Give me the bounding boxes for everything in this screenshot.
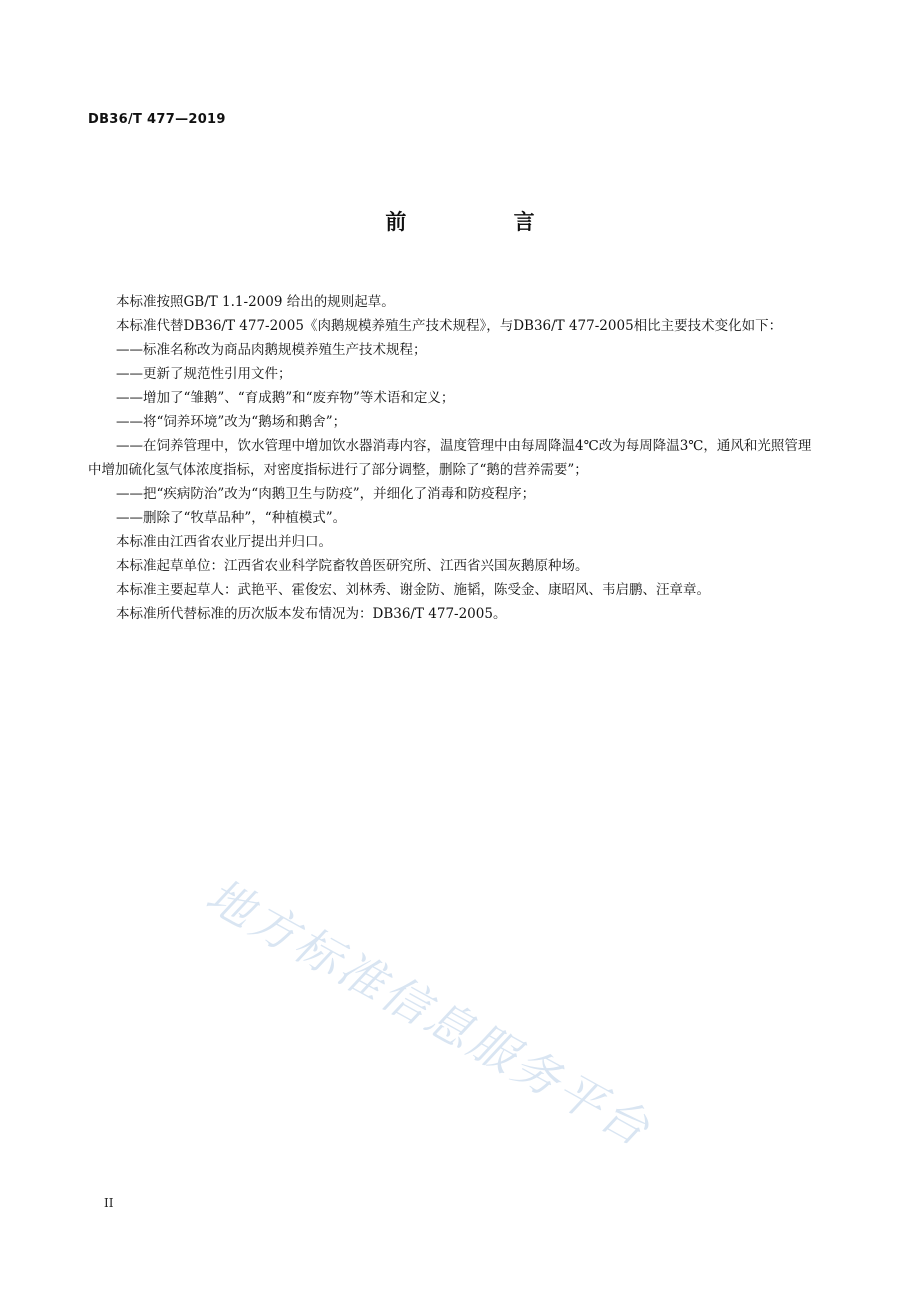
page-number: II bbox=[104, 1196, 114, 1210]
paragraph: 本标准代替DB36/T 477-2005《肉鹅规模养殖生产技术规程》，与DB36/T 477-2005相比主要技术变化如下： bbox=[116, 318, 783, 334]
list-item: ——删除了“牧草品种”，“种植模式”。 bbox=[116, 510, 347, 526]
list-item: ——标准名称改为商品肉鹅规模养殖生产技术规程； bbox=[116, 342, 427, 358]
watermark: 地方标准信息服务平台 bbox=[197, 867, 661, 1158]
paragraph: 本标准由江西省农业厅提出并归口。 bbox=[116, 534, 332, 550]
page-title: 前 言 bbox=[385, 210, 585, 234]
header-standard-code: DB36/T 477—2019 bbox=[88, 112, 226, 127]
list-item: ——将“饲养环境”改为“鹅场和鹅舍”； bbox=[116, 414, 347, 430]
list-item: ——增加了“雏鹅”、“育成鹅”和“废弃物”等术语和定义； bbox=[116, 390, 455, 406]
paragraph: 本标准所代替标准的历次版本发布情况为：DB36/T 477-2005。 bbox=[116, 606, 507, 622]
foreword-body bbox=[88, 290, 816, 626]
list-item: ——把“疾病防治”改为“肉鹅卫生与防疫”，并细化了消毒和防疫程序； bbox=[116, 486, 536, 502]
paragraph: 本标准起草单位：江西省农业科学院畜牧兽医研究所、江西省兴国灰鹅原种场。 bbox=[116, 558, 589, 574]
list-item: ——在饲养管理中，饮水管理中增加饮水器消毒内容，温度管理中由每周降温4℃改为每周降温3℃，通风和光照管理中增加硫化氢气体浓度指标，对密度指标进行了部分调整，删除了“鹅的营养需要”； bbox=[88, 438, 812, 478]
paragraph: 本标准主要起草人：武艳平、霍俊宏、刘林秀、谢金防、施韬，陈受金、康昭风、韦启鹏、汪章章。 bbox=[116, 582, 710, 598]
paragraph: 本标准按照GB/T 1.1-2009 给出的规则起草。 bbox=[116, 294, 395, 310]
list-item: ——更新了规范性引用文件； bbox=[116, 366, 292, 382]
